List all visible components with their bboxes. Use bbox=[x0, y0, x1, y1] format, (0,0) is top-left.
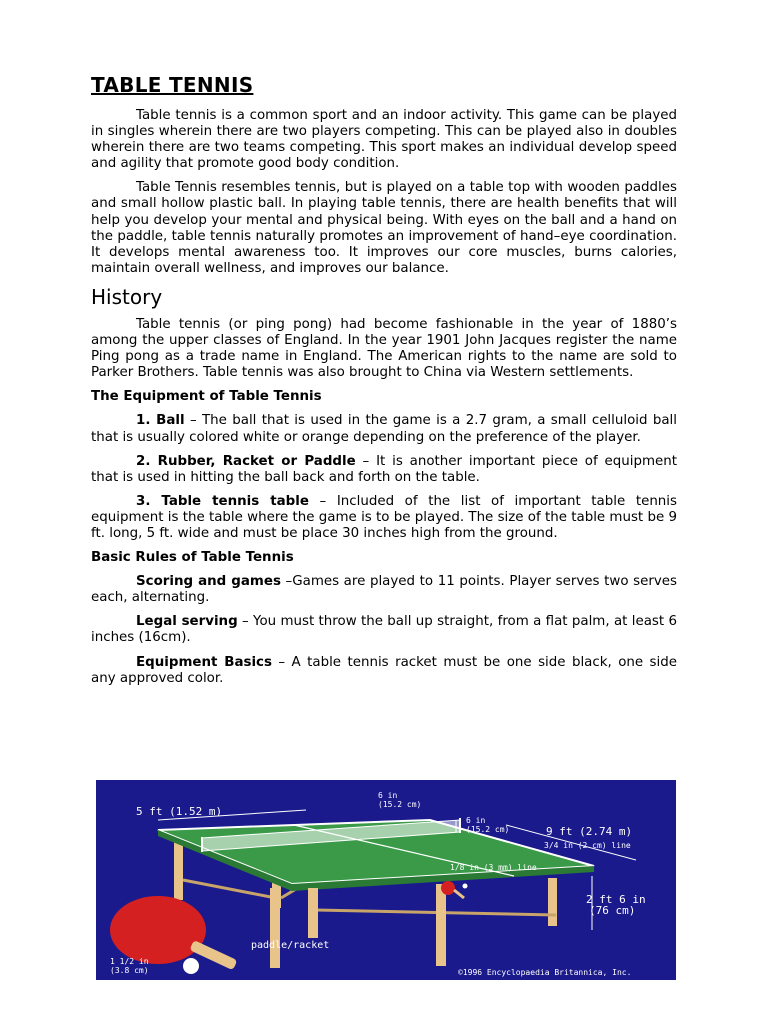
rules-heading: Basic Rules of Table Tennis bbox=[91, 550, 294, 566]
equipment-desc: – Included of the list of important table tennis equipment is the table where the game is to be played. The size of the table must be 9 ft. long, 5 ft. wide and must be place 30 inches high from the ground. bbox=[91, 493, 677, 541]
table-leg bbox=[548, 878, 557, 926]
equipment-item-ball bbox=[91, 413, 677, 445]
rule-term: Legal serving bbox=[136, 614, 238, 630]
equipment-term: 3. Table tennis table bbox=[136, 493, 309, 509]
net-overhang-label: (15.2 cm) bbox=[466, 825, 510, 834]
intro-paragraph-1: Table tennis is a common sport and an indoor activity. This game can be played in singles wherein there are two players competing. This can be played also in doubles wherein there are two teams competing. This sport makes an individual develop speed and agility that promote good body condition. bbox=[91, 108, 677, 172]
rule-desc: –Games are played to 11 points. Player serves two serves each, alternating. bbox=[91, 574, 677, 606]
width-label: 5 ft (1.52 m) bbox=[136, 805, 223, 818]
rule-term: Scoring and games bbox=[136, 574, 281, 590]
edge-line-label: 3/4 in (2 cm) line bbox=[544, 841, 631, 850]
rule-desc: – A table tennis racket must be one side black, one side any approved color. bbox=[91, 654, 677, 686]
net-height-label: 6 in bbox=[378, 791, 398, 800]
paddle-label: paddle/racket bbox=[251, 940, 330, 951]
rule-scoring bbox=[91, 574, 677, 606]
ball-size-label: (3.8 cm) bbox=[110, 966, 149, 975]
paddle-icon bbox=[110, 896, 206, 964]
table-tennis-diagram bbox=[96, 780, 676, 980]
page-title: TABLE TENNIS bbox=[91, 73, 254, 97]
intro-paragraph-2: Table Tennis resembles tennis, but is played on a table top with wooden paddles and small hollow plastic ball. In playing table tennis, there are health benefits that will help you develop your mental and physical being. With eyes on the ball and a hand on the paddle, table tennis naturally promotes an improvement of hand–eye coordination. It develops mental awareness too. It improves our core muscles, burns calories, maintain overall wellness, and improves our balance. bbox=[91, 180, 677, 276]
ball-small-icon bbox=[463, 884, 468, 889]
length-label: 9 ft (2.74 m) bbox=[546, 825, 633, 838]
equipment-term: 2. Rubber, Racket or Paddle bbox=[136, 453, 356, 469]
copyright-credit: ©1996 Encyclopaedia Britannica, Inc. bbox=[458, 968, 632, 977]
equipment-desc: – It is another important piece of equipment that is used in hitting the ball back and forth on the table. bbox=[91, 453, 677, 485]
history-heading: History bbox=[91, 284, 163, 309]
rule-serving bbox=[91, 614, 677, 646]
equipment-item-paddle bbox=[91, 454, 677, 486]
equipment-heading: The Equipment of Table Tennis bbox=[91, 389, 322, 405]
table-leg bbox=[308, 888, 318, 938]
height-label: (76 cm) bbox=[589, 904, 636, 917]
net-height-label: (15.2 cm) bbox=[378, 800, 422, 809]
equipment-term: 1. Ball bbox=[136, 413, 185, 429]
center-line-label: 1/8 in (3 mm) line bbox=[450, 863, 537, 872]
ball-icon bbox=[183, 958, 199, 974]
equipment-desc: – The ball that is used in the game is a 2.7 gram, a small celluloid ball that is usually colored white or orange depending on the preference of the player. bbox=[91, 413, 677, 445]
rule-term: Equipment Basics bbox=[136, 654, 272, 670]
ball-size-label: 1 1/2 in bbox=[110, 957, 149, 966]
table-leg bbox=[174, 842, 183, 900]
paddle-small-icon bbox=[441, 881, 455, 895]
equipment-item-table bbox=[91, 494, 677, 542]
rule-desc: – You must throw the ball up straight, from a flat palm, at least 6 inches (16cm). bbox=[91, 614, 677, 646]
rule-equipment bbox=[91, 655, 677, 687]
table-leg bbox=[270, 888, 280, 968]
history-paragraph: Table tennis (or ping pong) had become fashionable in the year of 1880’s among the upper classes of England. In the year 1901 John Jacques register the name Ping pong as a trade name in England. The American rights to the name are sold to Parker Brothers. Table tennis was also brought to China via Western settlements. bbox=[91, 316, 677, 381]
table-leg bbox=[436, 884, 446, 966]
net-overhang-label: 6 in bbox=[466, 816, 486, 825]
document-body bbox=[91, 72, 677, 695]
height-label: 2 ft 6 in bbox=[586, 893, 646, 906]
